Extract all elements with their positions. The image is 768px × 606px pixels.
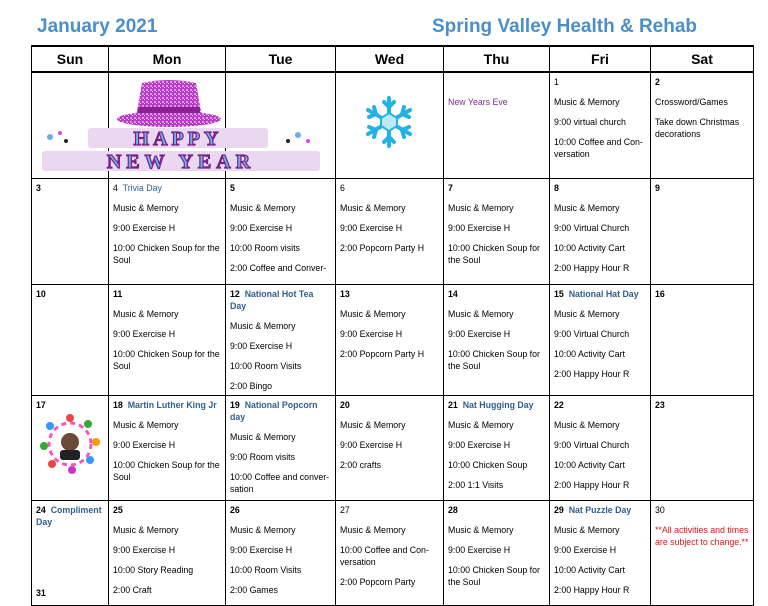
day-cell: [32, 396, 109, 501]
weekday-fri: Fri: [550, 46, 651, 72]
day-cell: [651, 396, 754, 501]
day-cell: [226, 285, 336, 396]
day-number: 10: [36, 289, 46, 299]
activity-item: Music & Memory: [554, 525, 620, 535]
activity-item: 2:00 Happy Hour R: [554, 585, 630, 595]
day-cell: [550, 501, 651, 606]
activity-item: Music & Memory: [230, 525, 296, 535]
activity-item: 9:00 Room visits: [230, 452, 296, 462]
event-label: National Hat Day: [568, 289, 639, 299]
day-number: 9: [655, 183, 660, 193]
activity-item: 10:00 Chicken Soup: [448, 460, 528, 470]
day-cell: [226, 501, 336, 606]
activity-item: Music & Memory: [554, 309, 620, 319]
day-number: 15: [554, 289, 564, 299]
day-number: 3: [36, 183, 41, 193]
activity-item: 9:00 Exercise H: [448, 440, 511, 450]
day-cell: [444, 501, 550, 606]
day-cell: [550, 179, 651, 285]
day-number: 27: [340, 505, 350, 515]
day-cell: [651, 179, 754, 285]
activity-item: 10:00 Activity Cart: [554, 460, 625, 470]
day-cell: [109, 179, 226, 285]
activity-item: 2:00 Popcorn Party H: [340, 349, 425, 359]
activity-item: 2:00 Bingo: [230, 381, 273, 391]
event-label: National Hot Tea Day: [230, 289, 314, 311]
event-label: Compliment Day: [36, 505, 102, 527]
snowflake-icon: [362, 95, 416, 149]
day-cell: [226, 179, 336, 285]
weekday-mon: Mon: [109, 46, 226, 72]
activity-item: 10:00 Activity Cart: [554, 349, 625, 359]
day-number: 20: [340, 400, 350, 410]
activity-item: 10:00 Coffee and Con-versation: [340, 545, 429, 567]
activity-item: Music & Memory: [448, 420, 514, 430]
activity-item: Music & Memory: [340, 309, 406, 319]
day-number: 13: [340, 289, 350, 299]
day-cell: [336, 501, 444, 606]
activity-item: 10:00 Story Reading: [113, 565, 194, 575]
day-number: 19: [230, 400, 240, 410]
day-cell: [444, 285, 550, 396]
activity-item: 9:00 Virtual Church: [554, 223, 630, 233]
activity-item: Music & Memory: [448, 525, 514, 535]
day-number: 30: [655, 505, 665, 515]
party-hat-icon: [114, 77, 224, 129]
week-row: [32, 501, 754, 606]
day-number: 7: [448, 183, 453, 193]
day-cell: [226, 396, 336, 501]
day-number: 24: [36, 505, 46, 515]
activity-item: 9:00 Exercise H: [448, 223, 511, 233]
day-number: 17: [36, 400, 46, 410]
activity-item: 10:00 Coffee and conver-sation: [230, 472, 330, 494]
week-row: [32, 72, 754, 179]
event-label: Trivia Day: [122, 183, 162, 193]
activity-item: 2:00 Craft: [113, 585, 152, 595]
activity-item: Music & Memory: [230, 203, 296, 213]
week-row: [32, 179, 754, 285]
day-number: 14: [448, 289, 458, 299]
activity-item: Music & Memory: [340, 420, 406, 430]
happy-new-year-banner: [36, 127, 326, 173]
disclaimer-note: **All activities and times are subject to change.**: [655, 525, 749, 547]
day-number: 22: [554, 400, 564, 410]
activity-item: 9:00 Exercise H: [230, 545, 293, 555]
weekday-tue: Tue: [226, 46, 336, 72]
activity-item: 10:00 Chicken Soup for the Soul: [448, 565, 540, 587]
new-year-banner-cell: [32, 72, 336, 179]
day-number: 1: [554, 77, 559, 87]
activity-item: Music & Memory: [340, 525, 406, 535]
day-number: 29: [554, 505, 564, 515]
activity-item: 9:00 Exercise H: [230, 341, 293, 351]
day-number: 23: [655, 400, 665, 410]
activity-item: 10:00 Chicken Soup for the Soul: [113, 349, 220, 371]
activity-item: 9:00 Exercise H: [554, 545, 617, 555]
day-number: 28: [448, 505, 458, 515]
day-cell: [32, 179, 109, 285]
weekday-thu: Thu: [444, 46, 550, 72]
day-number: 21: [448, 400, 458, 410]
weekday-header-row: [32, 46, 754, 72]
day-number: 31: [36, 588, 46, 598]
activity-item: Music & Memory: [230, 432, 296, 442]
day-cell: [336, 396, 444, 501]
activity-item: 10:00 Coffee and Con-versation: [554, 137, 643, 159]
day-number: 2: [655, 77, 660, 87]
activity-item: 2:00 Happy Hour R: [554, 263, 630, 273]
weekday-sun: Sun: [32, 46, 109, 72]
day-cell: [336, 72, 444, 179]
activity-item: Music & Memory: [554, 97, 620, 107]
day-cell: [651, 285, 754, 396]
activity-item: 9:00 Exercise H: [340, 440, 403, 450]
activity-item: Music & Memory: [113, 309, 179, 319]
activity-item: 9:00 Virtual Church: [554, 329, 630, 339]
day-cell: [32, 501, 109, 606]
activity-item: 10:00 Room Visits: [230, 361, 302, 371]
activity-item: 9:00 Exercise H: [340, 223, 403, 233]
activity-item: 2:00 Happy Hour R: [554, 480, 630, 490]
day-number: 12: [230, 289, 240, 299]
facility-name: Spring Valley Health & Rehab: [432, 16, 698, 37]
day-cell: [651, 72, 754, 179]
activity-item: 9:00 Exercise H: [448, 329, 511, 339]
event-label: Nat Puzzle Day: [568, 505, 632, 515]
activity-item: Music & Memory: [554, 203, 620, 213]
activity-item: Music & Memory: [113, 420, 179, 430]
activity-item: 10:00 Chicken Soup for the Soul: [448, 349, 540, 371]
event-label: National Popcorn day: [230, 400, 318, 422]
day-cell: [336, 179, 444, 285]
activity-item: Music & Memory: [113, 203, 179, 213]
day-number: 5: [230, 183, 235, 193]
activity-item: 9:00 Exercise H: [340, 329, 403, 339]
activity-item: Music & Memory: [448, 203, 514, 213]
activity-item: 10:00 Room Visits: [230, 565, 302, 575]
day-cell: [550, 285, 651, 396]
activity-item: Music & Memory: [554, 420, 620, 430]
activity-item: Music & Memory: [230, 321, 296, 331]
day-cell: [444, 72, 550, 179]
activity-item: 2:00 Games: [230, 585, 278, 595]
activity-item: 2:00 Popcorn Party H: [340, 243, 425, 253]
day-cell: [651, 501, 754, 606]
activity-item: 10:00 Chicken Soup for the Soul: [113, 243, 220, 265]
activity-item: 10:00 Room visits: [230, 243, 300, 253]
week-row: [32, 285, 754, 396]
activity-item: 9:00 Exercise H: [113, 329, 176, 339]
activity-item: 9:00 Virtual Church: [554, 440, 630, 450]
weekday-wed: Wed: [336, 46, 444, 72]
day-cell: [32, 285, 109, 396]
activity-item: 9:00 Exercise H: [230, 223, 293, 233]
activity-item: 2:00 crafts: [340, 460, 382, 470]
calendar-grid: [31, 45, 754, 606]
day-number: 6: [340, 183, 345, 193]
activity-item: 2:00 Happy Hour R: [554, 369, 630, 379]
activity-item: 2:00 1:1 Visits: [448, 480, 504, 490]
activity-item: 9:00 Exercise H: [113, 223, 176, 233]
day-cell: [109, 396, 226, 501]
day-number: 18: [113, 400, 123, 410]
activity-item: 9:00 Exercise H: [448, 545, 511, 555]
activity-item: 10:00 Activity Cart: [554, 243, 625, 253]
activity-item: 9:00 virtual church: [554, 117, 626, 127]
activity-item: Music & Memory: [340, 203, 406, 213]
day-number: 11: [113, 289, 123, 299]
activity-item: Crossword/Games: [655, 97, 728, 107]
day-cell: [109, 501, 226, 606]
event-label: New Years Eve: [448, 97, 508, 107]
activity-item: 9:00 Exercise H: [113, 545, 176, 555]
day-number: 4: [113, 183, 118, 193]
activity-item: 2:00 Popcorn Party: [340, 577, 416, 587]
banner-line1: HAPPY: [133, 128, 223, 150]
day-cell: [550, 396, 651, 501]
weekday-sat: Sat: [651, 46, 754, 72]
day-number: 16: [655, 289, 665, 299]
event-label: Nat Hugging Day: [462, 400, 534, 410]
activity-item: Music & Memory: [113, 525, 179, 535]
day-cell: [109, 285, 226, 396]
activity-item: 2:00 Coffee and Conver-: [230, 263, 327, 273]
activity-item: 10:00 Activity Cart: [554, 565, 625, 575]
activity-item: Take down Christmas decorations: [655, 117, 740, 139]
banner-line2: NEW YEAR: [106, 151, 256, 173]
event-label: Martin Luther King Jr: [127, 400, 217, 410]
week-row: [32, 396, 754, 501]
activity-item: 10:00 Chicken Soup for the Soul: [448, 243, 540, 265]
day-number: 25: [113, 505, 123, 515]
day-cell: [444, 396, 550, 501]
activity-item: 10:00 Chicken Soup for the Soul: [113, 460, 220, 482]
calendar-month-title: January 2021: [37, 16, 158, 37]
activity-item: Music & Memory: [448, 309, 514, 319]
day-cell: [444, 179, 550, 285]
activity-item: 9:00 Exercise H: [113, 440, 176, 450]
day-cell: [550, 72, 651, 179]
day-number: 8: [554, 183, 559, 193]
day-number: 26: [230, 505, 240, 515]
day-cell: [336, 285, 444, 396]
children-circle-icon: [38, 412, 102, 476]
